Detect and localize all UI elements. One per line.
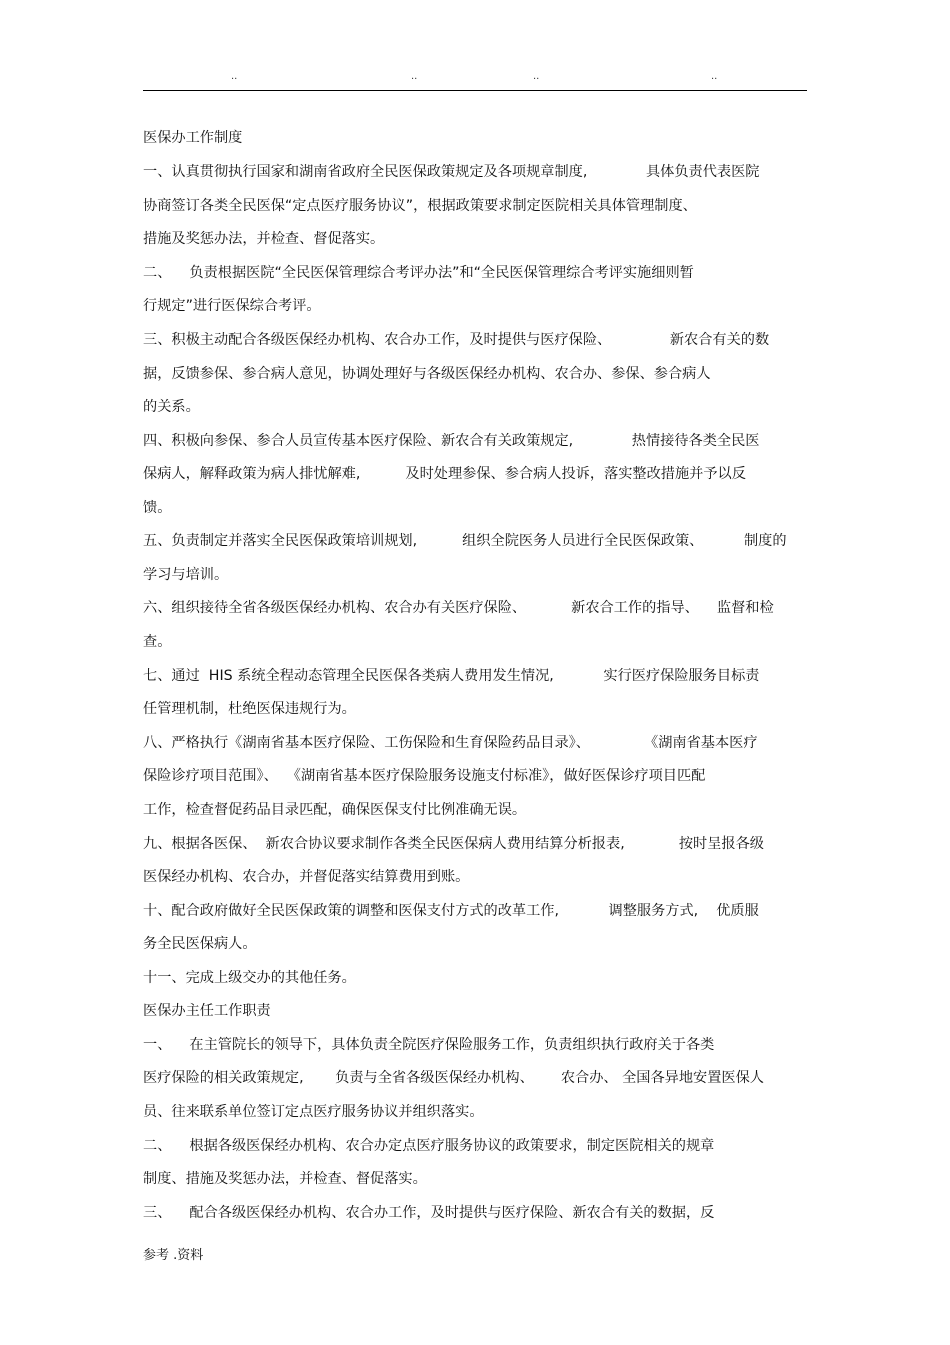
text-line: 馈。	[143, 500, 172, 516]
text-line: 医保经办机构、农合办，并督促落实结算费用到账。	[143, 869, 470, 885]
section-title-work-rules: 医保办工作制度	[143, 130, 243, 146]
header-dots-3: ..	[533, 71, 540, 82]
page-footer: 参考 .资料	[143, 1248, 204, 1263]
header-dots-4: ..	[711, 71, 718, 82]
text-line: 据，反馈参保、参合病人意见，协调处理好与各级医保经办机构、农合办、参保、参合病人	[143, 366, 711, 382]
text-line: 二、 负责根据医院“全民医保管理综合考评办法”和“全民医保管理综合考评实施细则暂	[143, 265, 694, 281]
text-line: 十、配合政府做好全民医保政策的调整和医保支付方式的改革工作, 调整服务方式, 优质服	[143, 903, 759, 919]
text-line: 三、积极主动配合各级医保经办机构、农合办工作，及时提供与医疗保险、 新农合有关的数	[143, 332, 770, 348]
text-line: 一、 在主管院长的领导下，具体负责全院医疗保险服务工作，负责组织执行政府关于各类	[143, 1037, 715, 1053]
text-line: 三、 配合各级医保经办机构、农合办工作，及时提供与医疗保险、新农合有关的数据，反	[143, 1205, 715, 1221]
text-line: 七、通过 HIS 系统全程动态管理全民医保各类病人费用发生情况, 实行医疗保险服务目标责	[143, 668, 760, 684]
header-dots-1: ..	[231, 71, 238, 82]
text-line: 学习与培训。	[143, 567, 229, 583]
text-line: 查。	[143, 634, 172, 650]
header-rule	[143, 90, 807, 91]
text-line: 保病人，解释政策为病人排忧解难, 及时处理参保、参合病人投诉，落实整改措施并予以反	[143, 466, 746, 482]
text-line: 制度、措施及奖惩办法，并检查、督促落实。	[143, 1171, 427, 1187]
section-title-director-duties: 医保办主任工作职责	[143, 1003, 271, 1019]
text-line: 八、严格执行《湖南省基本医疗保险、工伤保险和生育保险药品目录》、 《湖南省基本医疗	[143, 735, 758, 751]
text-line: 任管理机制，杜绝医保违规行为。	[143, 701, 356, 717]
text-line: 十一、完成上级交办的其他任务。	[143, 970, 356, 986]
text-line: 二、 根据各级医保经办机构、农合办定点医疗服务协议的政策要求，制定医院相关的规章	[143, 1138, 715, 1154]
page-header	[143, 70, 807, 90]
text-line: 行规定”进行医保综合考评。	[143, 298, 321, 314]
text-line: 四、积极向参保、参合人员宣传基本医疗保险、新农合有关政策规定, 热情接待各类全民医	[143, 433, 760, 449]
text-line: 务全民医保病人。	[143, 936, 257, 952]
text-line: 一、认真贯彻执行国家和湖南省政府全民医保政策规定及各项规章制度, 具体负责代表医院	[143, 164, 760, 180]
text-line: 医疗保险的相关政策规定, 负责与全省各级医保经办机构、 农合办、 全国各异地安置医保人	[143, 1070, 764, 1086]
text-line: 五、负责制定并落实全民医保政策培训规划, 组织全院医务人员进行全民医保政策、 制度的	[143, 533, 787, 549]
header-dots-2: ..	[411, 71, 418, 82]
text-line: 九、根据各医保、 新农合协议要求制作各类全民医保病人费用结算分析报表, 按时呈报各级	[143, 836, 764, 852]
text-line: 保险诊疗项目范围》、 《湖南省基本医疗保险服务设施支付标准》，做好医保诊疗项目匹配	[143, 768, 706, 784]
text-line: 措施及奖惩办法，并检查、督促落实。	[143, 231, 385, 247]
text-line: 的关系。	[143, 399, 200, 415]
text-line: 员、往来联系单位签订定点医疗服务协议并组织落实。	[143, 1104, 484, 1120]
text-line: 六、组织接待全省各级医保经办机构、农合办有关医疗保险、 新农合工作的指导、 监督和检	[143, 600, 774, 616]
text-line: 工作，检查督促药品目录匹配，确保医保支付比例准确无误。	[143, 802, 527, 818]
text-line: 协商签订各类全民医保“定点医疗服务协议”，根据政策要求制定医院相关具体管理制度、	[143, 198, 697, 214]
